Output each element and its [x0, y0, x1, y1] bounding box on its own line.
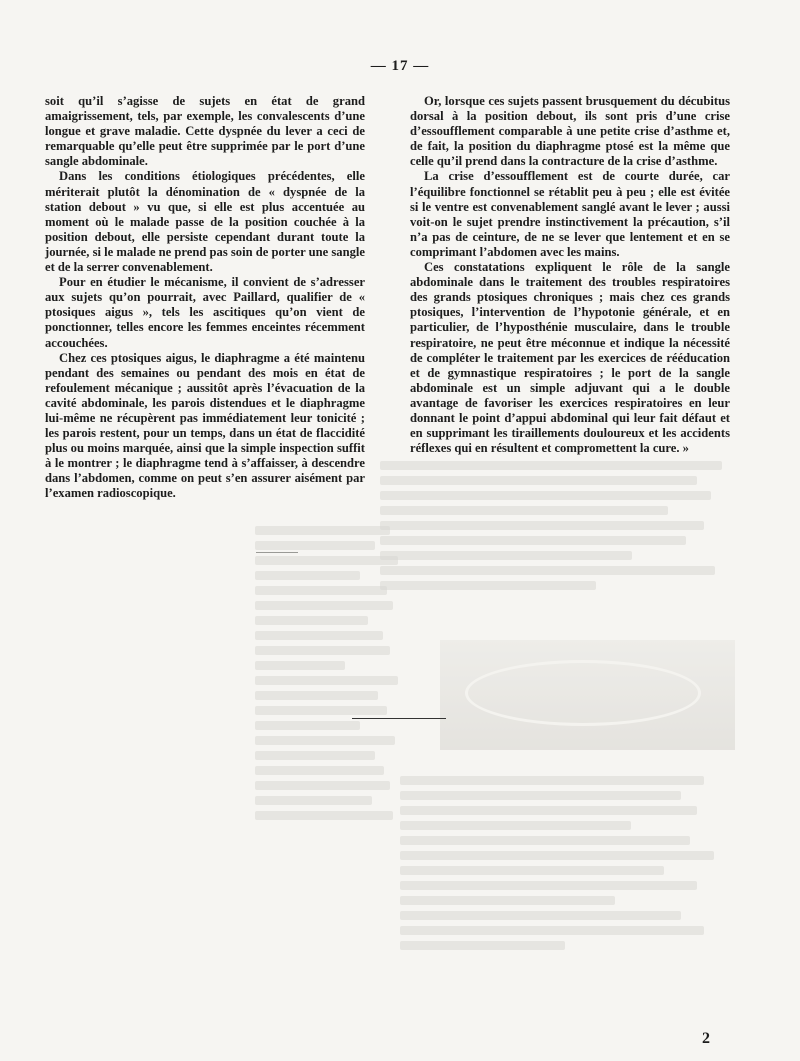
- page-number-bottom: 2: [702, 1030, 710, 1047]
- right-paragraph-2: La crise d’essoufflement est de courte durée, car l’équilibre fonctionnel se rétablit peu à peu ; elle est évitée si le ventre est convenablement sanglé avant le lever ; aussi voit-on le sujet prendre instinctivement la précaution, s’il n’a pas de ceinture, de ne se lever que lentement et en se comprimant l’abdomen avec les mains.: [410, 169, 730, 259]
- bleed-through-figure: [440, 640, 735, 750]
- bleed-through-rule: [256, 552, 298, 553]
- left-text-column: [45, 94, 365, 502]
- left-paragraph-3: Pour en étudier le mécanisme, il convient de s’adresser aux sujets qu’on pourrait, avec Paillard, qualifier de « ptosiques aigus », tels les ascitiques qu’on vient de ponctionner, telles encore les femmes enceintes récemment accouchées.: [45, 275, 365, 350]
- right-paragraph-1: Or, lorsque ces sujets passent brusquement du décubitus dorsal à la position debout, ils sont pris d’une crise d’essoufflement comparable à une petite crise d’asthme et, de fait, la position du diaphragme ptosé est la même que celle qu’il prend dans la contracture de la crise d’asthme.: [410, 94, 730, 169]
- right-text-column: [410, 94, 730, 456]
- bleed-through-caption: [400, 770, 730, 1030]
- right-paragraph-3: Ces constatations expliquent le rôle de la sangle abdominale dans le traitement des troubles respiratoires des grands ptosiques chroniques ; mais chez ces grands ptosiques, l’intervention de l’hypotonie générale, et en particulier, de l’hyposthénie musculaire, dans le trouble respiratoire, ne peut être méconnue et indique la nécessité de compléter le traitement par les exercices de rééducation et de gymnastique respiratoires ; le port de la sangle abdominale est un simple adjuvant qui a le double avantage de favoriser les exercices respiratoires en leur donnant le point d’appui abdominal qui leur fait défaut et en supprimant les tiraillements douloureux et les accidents réflexes qui en résultent et compromettent la cure. »: [410, 260, 730, 456]
- bleed-through-text-right: [380, 455, 740, 635]
- page-number-top: — 17 —: [370, 58, 430, 74]
- left-paragraph-2: Dans les conditions étiologiques précédentes, elle mériterait plutôt la dénomination de « dyspnée de la station debout » vu que, si elle est plus accentuée au moment où le malade passe de la position couchée à la position debout, elle persiste cependant durant toute la journée, si le malade ne prend pas soin de porter une sangle et de la serrer convenablement.: [45, 169, 365, 275]
- left-paragraph-1: soit qu’il s’agisse de sujets en état de grand amaigrissement, tels, par exemple, les convalescents d’une longue et grave maladie. Cette dyspnée du lever a ceci de remarquable qu’elle peut être supprimée par le port d’une sangle abdominale.: [45, 94, 365, 169]
- left-paragraph-4: Chez ces ptosiques aigus, le diaphragme a été maintenu pendant des semaines ou pendant des mois en état de refoulement mécanique ; aussitôt après l’évacuation de la cavité abdominale, les parois distendues et le diaphragme lui-même ne récupèrent pas immédiatement leur tonicité ; les parois restent, pour un temps, dans un état de flaccidité plus ou moins marquée, ainsi que la simple inspection suffit à le montrer ; le diaphragme tend à s’affaisser, à descendre dans l’abdomen, comme on peut s’en assurer aisément par l’examen radioscopique.: [45, 350, 365, 501]
- section-divider: [352, 718, 446, 719]
